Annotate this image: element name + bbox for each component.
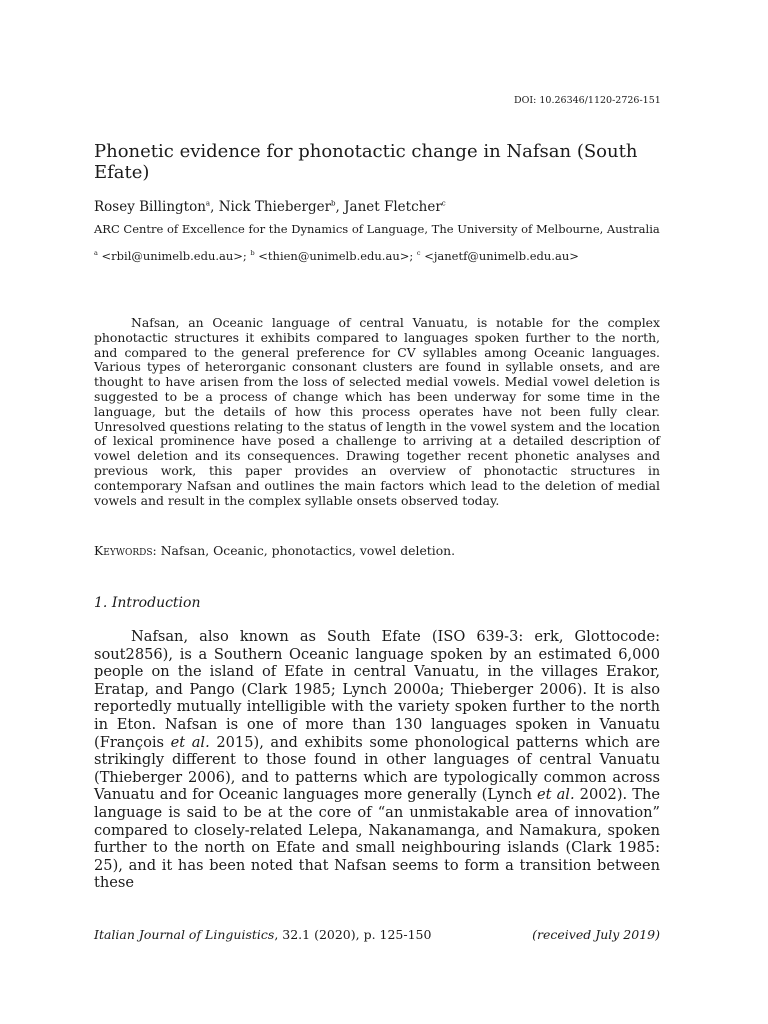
body-text-segment: Nafsan, also known as South Efate (ISO 639-3: erk, Glottocode: sout2856), is a Southern Oceanic language spoken by an estimated 6,000 people on the island of Efate in central Vanuatu, in the villages Erakor, Eratap, and Pango (Clark 1985; Lynch 2000a; Thieberger 2006). It is also reportedly mutually intelligible with the variety spoken further to the north in Eton. Nafsan is one of more than 130 languages spoken in Vanuatu (François [94,628,660,751]
body-italic: et al. [537,786,575,804]
body-italic: et al. [170,733,210,751]
body-text-segment: 2015), and exhibits some phonological patterns which are strikingly different to those found in other languages of central Vanuatu (Thieberger 2006), and to patterns which are typologically common across Vanuatu and for Oceanic languages more generally (Lynch [94,733,660,804]
email-address[interactable]: <janetf@unimelb.edu.au> [424,249,579,263]
section-number: 1. [94,595,108,611]
body-text-segment: 2002). The language is said to be at the core of “an unmistakable area of innovation” compared to closely-related Lelepa, Nakanamanga, and Namakura, spoken further to the north on Efate and small neighbouring islands (Clark 1985: 25), and it has been noted that Nafsan seems to form a transition between these [94,786,660,892]
received-date: (received July 2019) [532,927,660,942]
affiliation: ARC Centre of Excellence for the Dynamics of Language, The University of Melbourne, Australia [94,222,660,236]
journal-name: Italian Journal of Linguistics [94,927,275,942]
keywords-text: Nafsan, Oceanic, phonotactics, vowel deletion. [160,543,456,558]
section-heading [94,595,200,611]
keywords [94,543,455,558]
author-name: Janet Fletcher [344,199,442,215]
email-address[interactable]: <thien@unimelb.edu.au> [258,249,410,263]
email-mark: c [416,249,421,258]
footer-citation [94,927,431,942]
section-title: Introduction [111,595,201,611]
author-name: Nick Thieberger [218,199,332,215]
doi: DOI: 10.26346/1120-2726-151 [514,95,661,106]
author-list: Rosey Billington$^a$, Nick Thieberger$^b$, Janet Fletcher$^c$ [94,199,446,215]
author-mark: c [441,199,446,208]
paper-title: Phonetic evidence for phonotactic change in Nafsan (South Efate) [94,141,638,183]
author-name: Rosey Billington [94,199,206,215]
citation-details: , 32.1 (2020), p. 125-150 [274,927,432,942]
email-mark: b [250,249,255,258]
author-mark: b [331,199,336,208]
email-list: $^a$ <rbil@unimelb.edu.au>; $^b$ <thien@unimelb.edu.au>; $^c$ <janetf@unimelb.edu.au> [94,249,579,263]
email-mark: a [94,249,98,258]
abstract: Nafsan, an Oceanic language of central Vanuatu, is notable for the complex phonotactic structures it exhibits compared to languages spoken further to the north, and compared to the general preference for CV syllables among Oceanic languages. Various types of heterorganic consonant clusters are found in syllable onsets, and are thought to have arisen from the loss of selected medial vowels. Medial vowel deletion is suggested to be a process of change which has been underway for some time in the language, but the details of how this process operates have not been fully clear. Unresolved questions relating to the status of length in the vowel system and the location of lexical prominence have posed a challenge to arriving at a detailed description of vowel deletion and its consequences. Drawing together recent phonetic analyses and previous work, this paper provides an overview of phonotactic structures in contemporary Nafsan and outlines the main factors which lead to the deletion of medial vowels and result in the complex syllable onsets observed today. [94,315,660,508]
keywords-label: Keywords: [94,543,157,558]
email-address[interactable]: <rbil@unimelb.edu.au> [101,249,243,263]
author-mark: a [205,199,211,208]
body-paragraph [94,628,660,892]
